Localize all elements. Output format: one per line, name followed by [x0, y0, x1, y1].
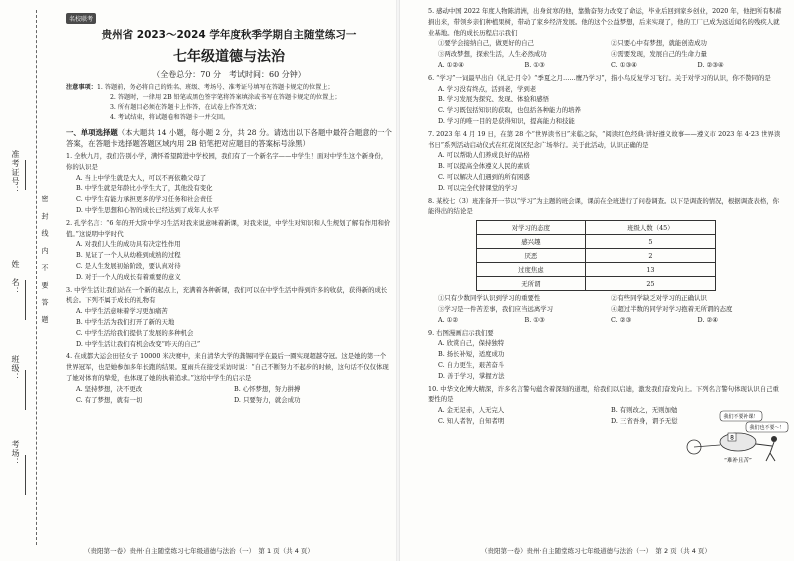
option: D. 善于学习，掌握方法 [438, 371, 505, 380]
option: A. 可以帮助人们养成良好的品格 [438, 151, 530, 160]
choice: C. ①③④ [611, 60, 637, 69]
option: D. 学习的唯一目的是获得知识，提高能力和技能 [438, 116, 575, 125]
option: C. 中学生活给我们提供了发展的多种机会 [76, 328, 194, 337]
statement: ①要学会接纳自己，做更好的自己 [438, 39, 534, 48]
table-cell: 2 [585, 249, 715, 263]
table-cell: 25 [585, 277, 715, 291]
section-description: （本大题共 14 小题，每小题 2 分，共 28 分。请选出以下各题中最符合题意的一个答案，在答题卡选择题答题区域内用 2B 铅笔把对应题目的答案标号涂黑） [66, 128, 392, 148]
table-row [477, 277, 716, 291]
option: C. 中学生有能力承担更多的学习任务和社会责任 [76, 195, 213, 204]
option-row [428, 304, 784, 315]
instructions-label: 注意事项： [66, 84, 97, 91]
option-row [66, 395, 392, 406]
table-cell: 无所谓 [477, 277, 586, 291]
exam-meta: （全卷总分：70 分 考试时间：60 分钟） [152, 70, 306, 79]
bubble-2-text: 我们也不要～！ [749, 425, 785, 431]
table-cell: 过度焦虑 [477, 263, 586, 277]
table-header: 对学习的态度 [477, 221, 586, 235]
question-stem: 4. 在成都大运会田径女子 10000 米决赛中，来自清华大学的龚锡同学在最后一圈实现超越夺冠。这是她的第一个世界冠军，也是她参加多年长跑的结果。夏雨兵在接受采访时说：“自己不断努力不起步的时候，这句话不仅仅体现了她对体育的挚爱，也体现了她的执着追求。”这给中学生的启示是 [66, 352, 389, 382]
choice: A. ①② [438, 315, 459, 324]
question-stem: 10. 中华文化博大精深，许多名言警句蕴含着深刻的道理，给我们以启迪，激发我们奋发向上。下列名言警句体现认识自己重要性的是 [428, 384, 779, 404]
person-leg [766, 453, 770, 461]
binding-strip [0, 0, 60, 561]
option: D. 三省吾身，谓予无愆 [611, 416, 678, 425]
option-row [428, 49, 784, 60]
instruction-item: 3. 所有题目必须在答题卡上作答，在试卷上作答无效； [110, 104, 261, 111]
statement: ④需要发现，发展自己的生命力量 [611, 50, 707, 59]
subject-title: 七年级道德与法治 [173, 49, 285, 65]
table-header-row [477, 221, 716, 235]
page-2-footer: （贵阳第一卷）贵州·自主随堂练习七年级道德与法治（一） 第 2 页（共 4 页） [481, 547, 711, 555]
choice-row [428, 60, 784, 71]
instructions [66, 83, 392, 123]
table-header: 班级人数（45） [585, 221, 715, 235]
choice: B. ①③ [524, 60, 545, 69]
question-stem: 1. 全秋九月，我们告别小学，满怀希望跨进中学校园，我们有了一个新名字——中学生！面对中学生这个新身份，你的认识是 [66, 152, 388, 171]
page-2 [398, 0, 794, 561]
option: C. 可以解决人们遇到的所有困惑 [438, 172, 530, 181]
section-title: 一、单项选择题 [66, 128, 118, 137]
table-row [477, 249, 716, 263]
option: A. 金无足赤，人无完人 [438, 406, 505, 415]
room-blank [25, 455, 38, 495]
room-label: 考场： [11, 440, 20, 467]
cartoon-drawing [680, 409, 790, 465]
option: B. 见证了一个人从幼稚到成熟的过程 [76, 251, 181, 260]
seal-warning-text: 密 封 线 内 不 要 答 题 [41, 195, 49, 327]
cart-handle [694, 445, 720, 447]
page-2-content [428, 4, 784, 427]
bubble-1-text: 我们不要补课！ [723, 414, 759, 420]
cart-load [720, 433, 756, 451]
choice: A. ①②④ [438, 60, 464, 69]
class-blank [25, 370, 38, 410]
question-stem: 2. 孔学名言：“6 年的开大阶中学习生活对我来说意味着新课，对我来说，中学生对知识和人生规划了解有作用和价值。”这说明中学时代 [66, 218, 391, 238]
question-stem: 5. 感动中国 2022 年度人物陈清洲，出身贫寒的他，靠勤奋努力改变了命运，毕业后回到家乡创业，2020 年，他把所有积蓄捐出来，带领乡亲们种植果树，带动了家乡经济发展。他的这个公益梦想，后来实现了，他的工厂已成为远近闻名的残疾人就业基地。他的成长历程启示我们 [428, 7, 782, 37]
question-6 [428, 73, 784, 127]
option: C. 知人者智，自知者明 [438, 416, 505, 425]
sign-text: 8 [730, 434, 734, 442]
option: A. 欣赏自己，保持独特 [438, 339, 505, 348]
option-row [66, 384, 392, 395]
exam-number-label: 准考证号： [11, 150, 20, 195]
option: C. 有了梦想，就有一切 [76, 395, 143, 404]
statement: ③学习是一件苦差事，我们应当远离学习 [438, 304, 554, 313]
option: B. 心怀梦想，努力拼搏 [234, 384, 301, 393]
option: B. 中学生就是年龄比小学生大了，其他没有变化 [76, 184, 213, 193]
survey-table [476, 220, 716, 291]
instruction-item: 4. 考试结束，将试题卷和答题卡一并交回。 [110, 114, 230, 121]
option: B. 中学生活为我们打开了新的天地 [76, 317, 175, 326]
option: C. 是人生发展初始阶段，要认真对待 [76, 261, 181, 270]
question-2 [66, 218, 392, 283]
option: A. 学习没有终点，活到老，学到老 [438, 84, 537, 93]
name-blank [25, 280, 38, 320]
statement: ②只要心中有梦想，就能创造成功 [611, 39, 707, 48]
option: D. 只要努力，就会成功 [234, 395, 301, 404]
person-arm [756, 444, 772, 446]
option: B. 可以提高全体遵义人民的素质 [438, 162, 530, 171]
instruction-item: 2. 答题时，一律用 2B 铅笔或黑色签字笔将答案填涂或书写在答题卡规定的位置上； [110, 94, 341, 101]
option: B. 有则改之，无则加勉 [611, 406, 678, 415]
choice: C. ②③ [611, 315, 632, 324]
question-8 [428, 196, 784, 326]
cartoon-illustration [680, 409, 790, 465]
section-header [66, 127, 392, 149]
person-head [771, 436, 777, 442]
option: D. 中学生思想和心智的成长已经达到了成年人水平 [76, 205, 220, 214]
question-4 [66, 351, 392, 405]
option: A. 中学生活意味着学习更加痛苦 [76, 307, 168, 316]
option: D. 对于一个人的成长有着重要的意义 [76, 272, 181, 281]
page-1-content [66, 6, 392, 405]
choice: D. ②③④ [697, 60, 724, 69]
statement: ①只有少数同学认识到学习的重要性 [438, 294, 541, 303]
table-cell: 5 [585, 235, 715, 249]
question-stem: 8. 某校七（3）班准备开一节以“学习”为主题的班会课，课前在全班进行了问卷调查。以下是调查的情况，根据调查表格，你能得出的结论是 [428, 196, 780, 216]
question-7 [428, 129, 784, 194]
option: C. 学习既包括知识的获取，也包括各种能力的培养 [438, 106, 581, 115]
option: A. 当上中学生就是大人，可以不再依赖父母了 [76, 173, 207, 182]
option: D. 可以完全代替课堂的学习 [438, 183, 518, 192]
table-row [477, 235, 716, 249]
question-stem: 3. 中学生活让我们站在一个新的起点上，充满着各种新课，我们可以在中学生活中得到许多的收获，获得新的成长机会。下列不属于成长的礼物有 [66, 285, 388, 305]
option: A. 对我们人生的成功具有决定性作用 [76, 240, 181, 249]
option: D. 中学生活让我们有机会改变“昨天的自己” [76, 339, 201, 348]
option: A. 坚持梦想，决不更改 [76, 384, 143, 393]
question-3 [66, 285, 392, 350]
table-row [477, 263, 716, 277]
option: B. 学习发展为探究、发现、体验和感悟 [438, 95, 550, 104]
choice-row [428, 315, 784, 326]
question-1 [66, 151, 392, 216]
option: B. 扬长补短，适度成功 [438, 350, 505, 359]
choice: D. ②④ [697, 315, 718, 324]
option-row [428, 38, 784, 49]
instruction-item: 1. 答题前，务必将自己的姓名、班级、考场号、准考证号填写在答题卡规定的位置上； [96, 84, 334, 91]
person-leg [770, 453, 775, 461]
exam-number-blank [25, 160, 38, 190]
table-cell: 厌恶 [477, 249, 586, 263]
question-5 [428, 6, 784, 71]
header-badge: 名校联考 [66, 13, 96, 24]
page-1-footer: （贵阳第一卷）贵州·自主随堂练习七年级道德与法治（一） 第 1 页（共 4 页） [84, 547, 314, 555]
choice: B. ①③ [524, 315, 545, 324]
cartoon-caption: “难补且苦” [724, 458, 752, 464]
option-row [428, 293, 784, 304]
person-body [770, 442, 774, 453]
statement: ④超过半数的同学对学习抱着无所谓的态度 [611, 304, 733, 313]
question-stem: 6. “学习”一词最早出自《礼记·月令》“季夏之月……鹰乃学习”，指小鸟反复学习飞行。关于对学习的认识，你不赞同的是 [428, 73, 771, 82]
question-9 [428, 328, 668, 382]
exam-title: 贵州省 2023～2024 学年度秋季学期自主随堂练习一 [101, 29, 357, 41]
option: C. 自力更生，艰苦奋斗 [438, 360, 505, 369]
name-label: 姓 名： [11, 260, 20, 296]
table-cell: 13 [585, 263, 715, 277]
table-cell: 感兴趣 [477, 235, 586, 249]
question-stem: 9. 右图漫画启示我们要 [428, 328, 494, 337]
statement: ②有些同学缺乏对学习的正确认识 [611, 294, 707, 303]
question-stem: 7. 2023 年 4 月 19 日，在第 28 个“世界读书日”来临之际，“阅读红色经典·讲好遵义故事——遵义市 2023 年 4·23 世界读书日”系列活动启动仪式在红花岗区纪念广场举行。关于此活动，认识正确的是 [428, 129, 781, 149]
statement: ③两改梦想，探索生活，人生必然成功 [438, 50, 547, 59]
class-label: 班级： [11, 355, 20, 382]
